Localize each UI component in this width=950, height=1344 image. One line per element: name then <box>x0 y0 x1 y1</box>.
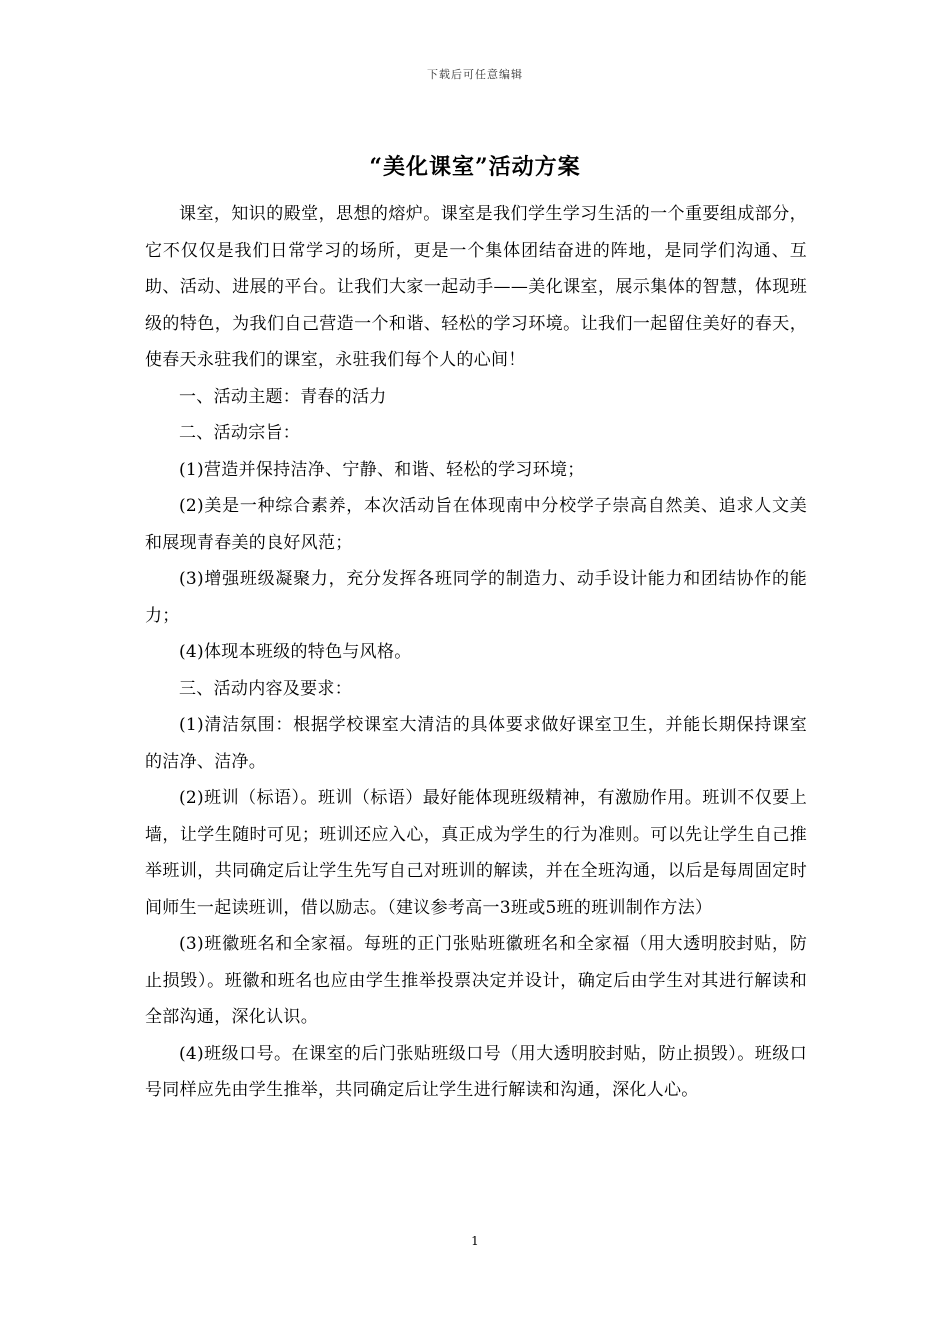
document-title: “美化课室”活动方案 <box>369 154 581 180</box>
section-purpose-heading: 二、活动宗旨： <box>179 423 301 443</box>
intro-paragraph: 课室，知识的殿堂，思想的熔炉。课室是我们学生学习生活的一个重要组成部分，它不仅仅是我们日常学习的场所，更是一个集体团结奋进的阵地，是同学们沟通、互助、活动、进展的平台。让我们大家一起动手——美化课室，展示集体的智慧，体现班级的特色，为我们自己营造一个和谐、轻松的学习环境。让我们一起留住美好的春天，使春天永驻我们的课室，永驻我们每个人的心间！ <box>145 204 807 370</box>
purpose-item-3: (3)增强班级凝聚力，充分发挥各班同学的制造力、动手设计能力和团结协作的能力； <box>145 569 807 626</box>
purpose-item-1: (1)营造并保持洁净、宁静、和谐、轻松的学习环境； <box>179 459 585 480</box>
document-body <box>145 196 807 1109</box>
purpose-item-4: (4)体现本班级的特色与风格。 <box>179 642 412 662</box>
content-item-3: (3)班徽班名和全家福。每班的正门张贴班徽班名和全家福（用大透明胶封贴，防止损毁）。班徽和班名也应由学生推举投票决定并设计，确定后由学生对其进行解读和全部沟通，深化认识。 <box>145 934 807 1027</box>
page-header: 下载后可任意编辑 <box>427 68 523 81</box>
content-item-1: (1)清洁氛围：根据学校课室大清洁的具体要求做好课室卫生，并能长期保持课室的洁净、洁净。 <box>145 715 807 772</box>
page-number: 1 <box>471 1234 479 1248</box>
section-theme: 一、活动主题：青春的活力 <box>179 386 387 407</box>
content-item-4: (4)班级口号。在课室的后门张贴班级口号（用大透明胶封贴，防止损毁）。班级口号同样应先由学生推举，共同确定后让学生进行解读和沟通，深化人心。 <box>145 1043 807 1100</box>
section-content-heading: 三、活动内容及要求： <box>179 678 352 699</box>
purpose-item-2: (2)美是一种综合素养，本次活动旨在体现南中分校学子崇高自然美、追求人文美和展现青春美的良好风范； <box>145 496 807 553</box>
content-item-2: (2)班训（标语）。班训（标语）最好能体现班级精神，有激励作用。班训不仅要上墙，让学生随时可见；班训还应入心，真正成为学生的行为准则。可以先让学生自己推举班训，共同确定后让学生先写自己对班训的解读，并在全班沟通，以后是每周固定时间师生一起读班训，借以励志。（建议参考高一3班或5班的班训制作方法） <box>145 788 807 918</box>
